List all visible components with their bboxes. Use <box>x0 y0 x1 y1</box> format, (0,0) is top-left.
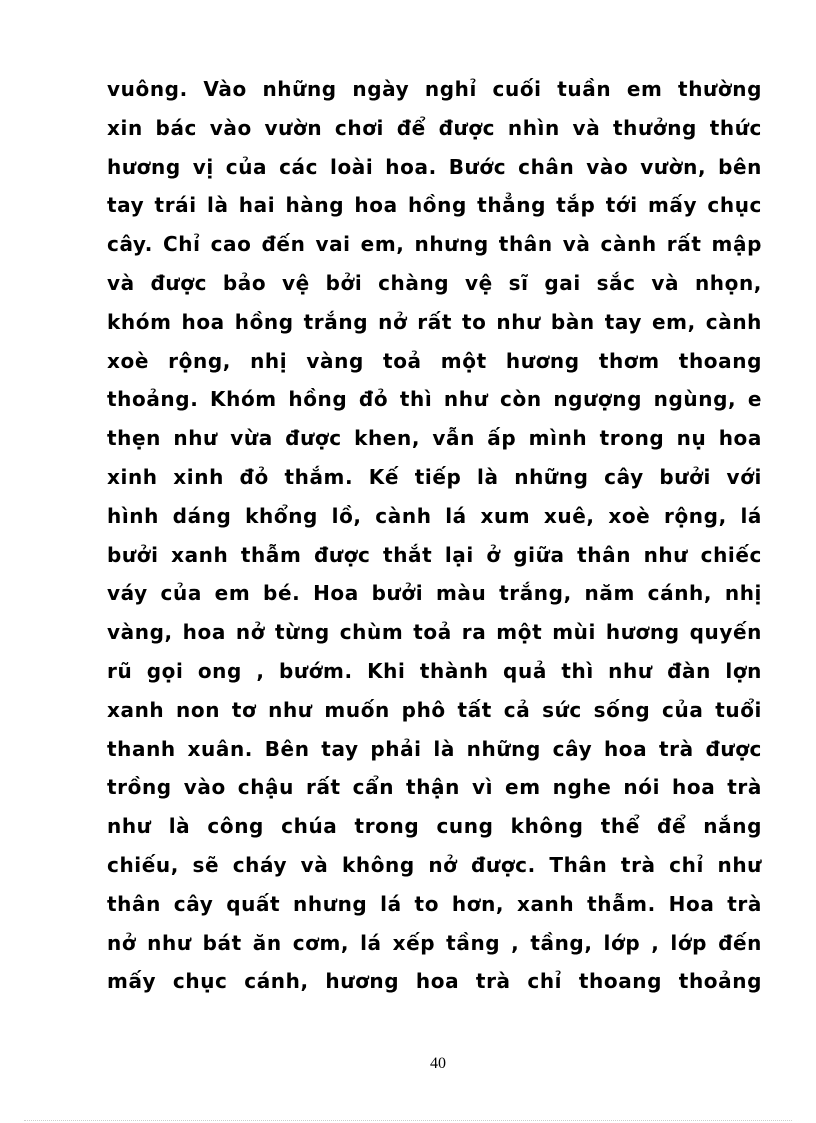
text-line: vuông. Vào những ngày nghỉ cuối tuần em thường <box>107 77 762 101</box>
text-line: tay trái là hai hàng hoa hồng thẳng tắp tới mấy chục <box>107 193 762 218</box>
text-line: mấy chục cánh, hương hoa trà chỉ thoang thoảng <box>107 969 762 994</box>
text-line: bưởi xanh thẫm được thắt lại ở giữa thân như chiếc <box>107 542 762 567</box>
text-line: chiếu, sẽ cháy và không nở được. Thân trà chỉ như <box>107 852 762 877</box>
text-line: thẹn như vừa được khen, vẫn ấp mình trong nụ hoa <box>107 426 762 451</box>
text-line: xin bác vào vườn chơi để được nhìn và thưởng thức <box>107 115 762 140</box>
text-line: hình dáng khổng lồ, cành lá xum xuê, xoè rộng, lá <box>107 503 762 528</box>
text-line: trồng vào chậu rất cẩn thận vì em nghe nói hoa trà <box>107 775 762 800</box>
text-line: hương vị của các loài hoa. Bước chân vào vườn, bên <box>107 154 762 179</box>
text-line: thân cây quất nhưng lá to hơn, xanh thẫm. Hoa trà <box>107 891 762 916</box>
body-text <box>107 70 762 1001</box>
text-line: váy của em bé. Hoa bưởi màu trắng, năm cánh, nhị <box>107 581 762 606</box>
text-line: như là công chúa trong cung không thể để nắng <box>107 814 762 839</box>
text-line: xoè rộng, nhị vàng toả một hương thơm thoang <box>107 348 762 373</box>
text-line: xanh non tơ như muốn phô tất cả sức sống của tuổi <box>107 697 762 722</box>
text-line: và được bảo vệ bởi chàng vệ sĩ gai sắc và nhọn, <box>107 270 762 295</box>
text-line: nở như bát ăn cơm, lá xếp tầng , tầng, lớp , lớp đến <box>107 930 762 955</box>
text-line: khóm hoa hồng trắng nở rất to như bàn tay em, cành <box>107 309 762 334</box>
text-line: thoảng. Khóm hồng đỏ thì như còn ngượng ngùng, e <box>107 387 762 412</box>
page-number: 40 <box>430 1055 446 1072</box>
text-line: xinh xinh đỏ thắm. Kế tiếp là những cây bưởi với <box>107 464 762 489</box>
text-line: cây. Chỉ cao đến vai em, nhưng thân và cành rất mập <box>107 232 762 257</box>
text-line: thanh xuân. Bên tay phải là những cây hoa trà được <box>107 736 762 761</box>
text-line: vàng, hoa nở từng chùm toả ra một mùi hương quyến <box>107 620 762 645</box>
text-line: rũ gọi ong , bướm. Khi thành quả thì như đàn lợn <box>107 658 762 683</box>
page-bottom-rule <box>24 1120 792 1121</box>
